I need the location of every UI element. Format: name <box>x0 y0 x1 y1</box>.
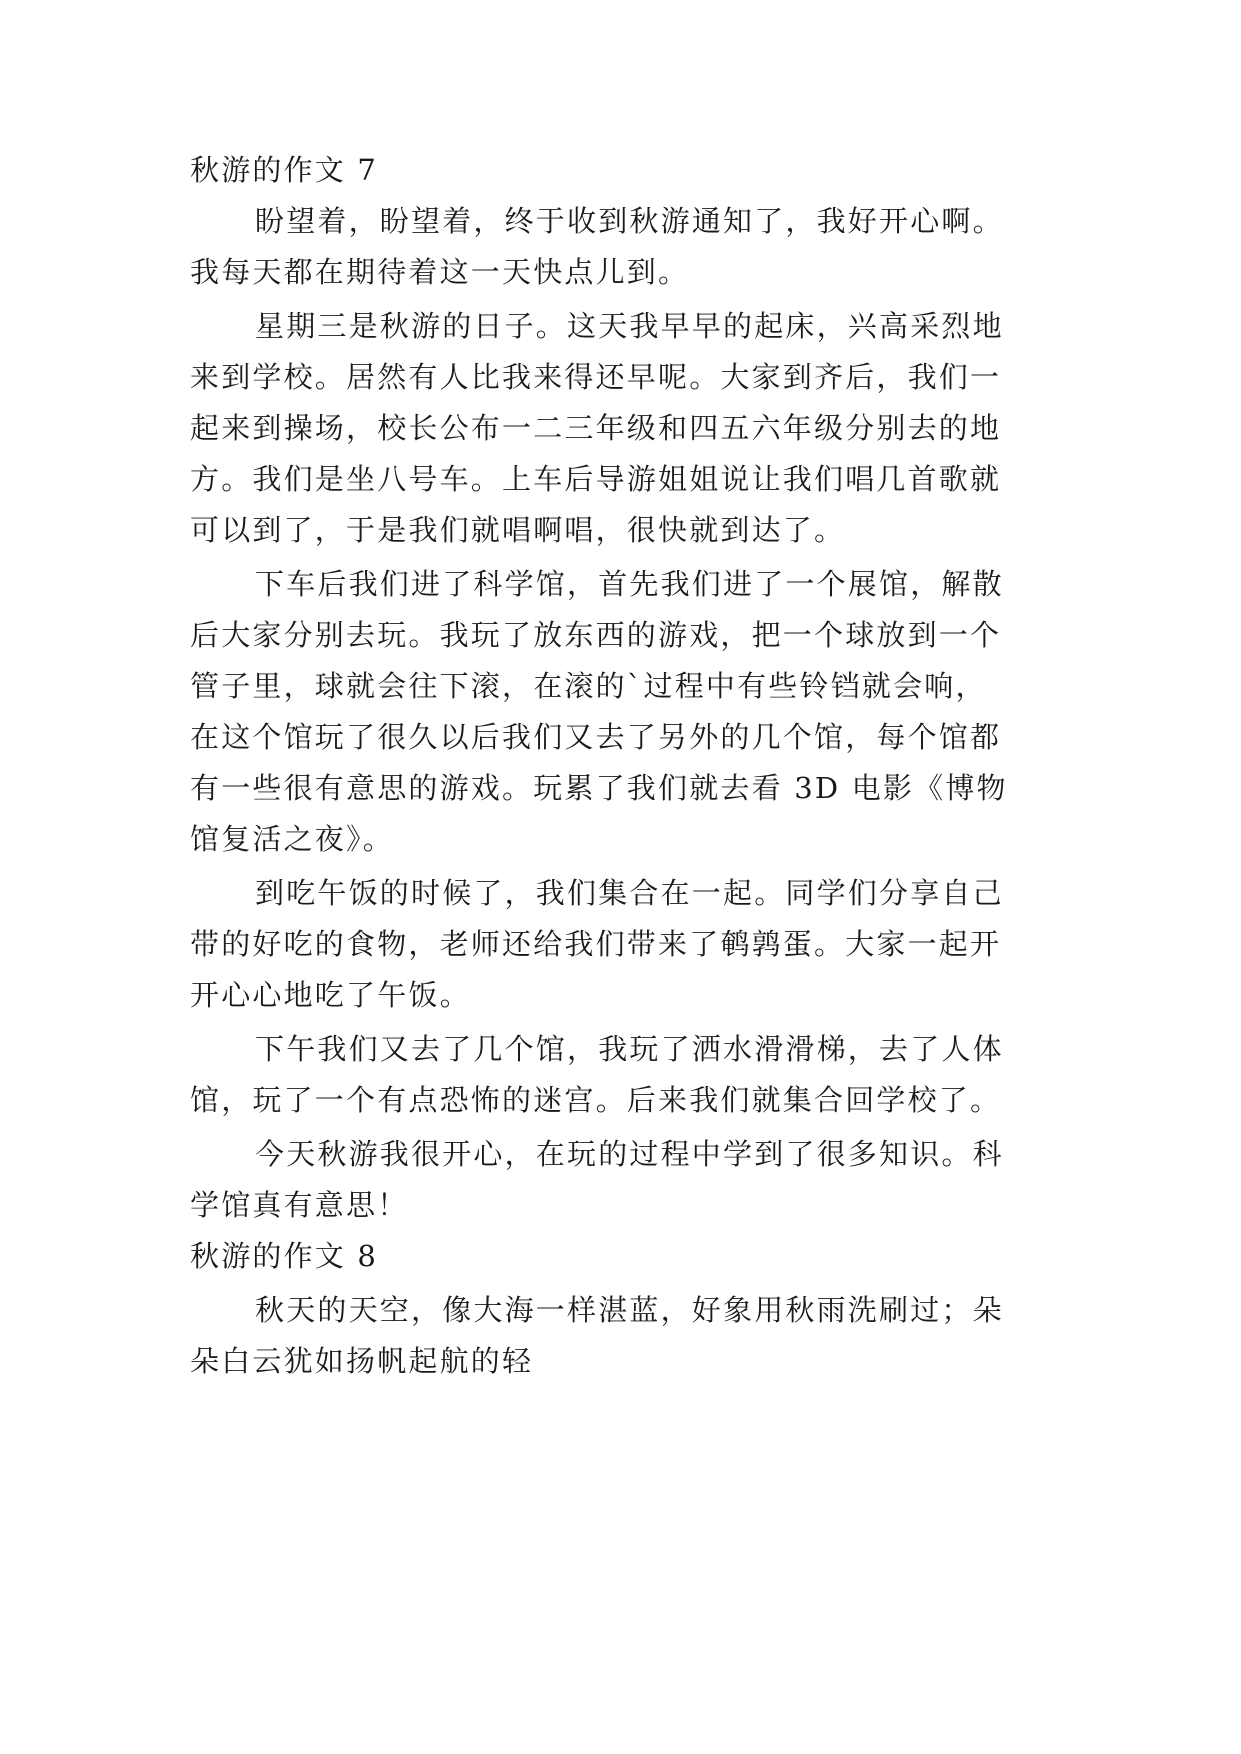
essay-title: 秋游的作文 8 <box>190 1239 379 1273</box>
paragraph-line: 下车后我们进了科学馆，首先我们进了一个展馆，解散 <box>255 567 1004 601</box>
paragraph-line: 在这个馆玩了很久以后我们又去了另外的几个馆，每个馆都 <box>190 720 1002 754</box>
paragraph-line: 星期三是秋游的日子。这天我早早的起床，兴高采烈地 <box>255 309 1004 343</box>
paragraph-line: 起来到操场，校长公布一二三年级和四五六年级分别去的地 <box>190 411 1002 445</box>
paragraph-line: 有一些很有意思的游戏。玩累了我们就去看 3D 电影《博物 <box>190 771 1008 805</box>
paragraph-line: 来到学校。居然有人比我来得还早呢。大家到齐后，我们一 <box>190 360 1002 394</box>
paragraph-line: 管子里，球就会往下滚，在滚的`过程中有些铃铛就会响， <box>190 669 987 703</box>
paragraph-line: 学馆真有意思！ <box>190 1188 409 1222</box>
paragraph-line: 馆，玩了一个有点恐怖的迷宫。后来我们就集合回学校了。 <box>190 1083 1002 1117</box>
paragraph-line: 到吃午饭的时候了，我们集合在一起。同学们分享自己 <box>255 876 1004 910</box>
paragraph-line: 带的好吃的食物，老师还给我们带来了鹌鹑蛋。大家一起开 <box>190 927 1002 961</box>
paragraph-line: 方。我们是坐八号车。上车后导游姐姐说让我们唱几首歌就 <box>190 462 1002 496</box>
paragraph-line: 秋天的天空，像大海一样湛蓝，好象用秋雨洗刷过；朵 <box>255 1293 1004 1327</box>
paragraph-line: 馆复活之夜》。 <box>190 822 394 856</box>
essay-title: 秋游的作文 7 <box>190 153 379 187</box>
paragraph-line: 后大家分别去玩。我玩了放东西的游戏，把一个球放到一个 <box>190 618 1002 652</box>
paragraph-line: 下午我们又去了几个馆，我玩了洒水滑滑梯，去了人体 <box>255 1032 1004 1066</box>
paragraph-line: 开心心地吃了午饭。 <box>190 978 471 1012</box>
paragraph-line: 盼望着，盼望着，终于收到秋游通知了，我好开心啊。 <box>255 204 1004 238</box>
paragraph-line: 我每天都在期待着这一天快点儿到。 <box>190 255 690 289</box>
paragraph-line: 今天秋游我很开心，在玩的过程中学到了很多知识。科 <box>255 1137 1004 1171</box>
paragraph-line: 朵白云犹如扬帆起航的轻 <box>190 1344 534 1378</box>
paragraph-line: 可以到了，于是我们就唱啊唱，很快就到达了。 <box>190 513 846 547</box>
